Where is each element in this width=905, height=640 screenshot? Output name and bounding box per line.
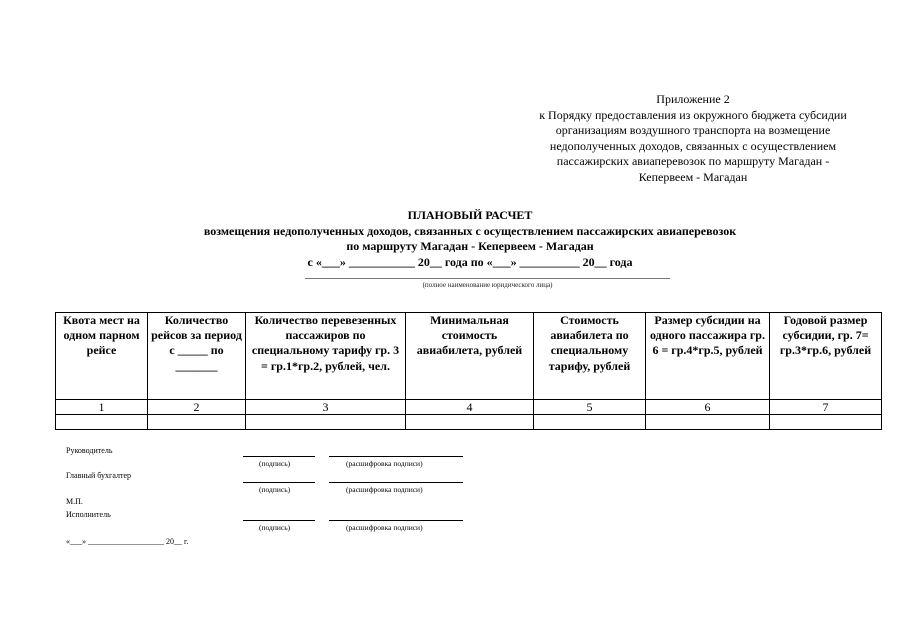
- appendix-line: организациям воздушного транспорта на возмещение: [555, 123, 831, 137]
- accountant-label: Главный бухгалтер: [66, 471, 131, 480]
- header-cell: Стоимость авиабилета по специальному тарифу, рублей: [534, 313, 646, 400]
- header-cell: Минимальная стоимость авиабилета, рублей: [406, 313, 534, 400]
- decoding-caption: (расшифровка подписи): [346, 459, 423, 468]
- signature-caption: (подпись): [259, 459, 291, 468]
- title-route: по маршруту Магадан - Кепервеем - Магадан: [346, 239, 594, 253]
- appendix-line: Приложение 2: [656, 92, 730, 106]
- data-cell[interactable]: [406, 415, 534, 430]
- signature-caption: (подпись): [259, 485, 291, 494]
- data-cell[interactable]: [770, 415, 882, 430]
- head-label: Руководитель: [66, 446, 113, 455]
- header-cell: Количество рейсов за период с _____ по _______: [148, 313, 246, 400]
- table-row: [56, 415, 882, 430]
- decoding-caption: (расшифровка подписи): [346, 485, 423, 494]
- executor-decoding-line[interactable]: [329, 520, 463, 521]
- title-period: с «___» ___________ 20__ года по «___» __________ 20__ года: [307, 254, 633, 269]
- column-number: 2: [148, 400, 246, 415]
- data-cell[interactable]: [148, 415, 246, 430]
- stamp-label: М.П.: [66, 497, 83, 506]
- data-cell[interactable]: [534, 415, 646, 430]
- data-cell[interactable]: [646, 415, 770, 430]
- entity-name-line: [305, 278, 670, 279]
- document-title: [90, 208, 850, 270]
- column-number: 4: [406, 400, 534, 415]
- accountant-decoding-line[interactable]: [329, 482, 463, 483]
- header-cell: Размер субсидии на одного пассажира гр. 6 = гр.4*гр.5, рублей: [646, 313, 770, 400]
- executor-label: Исполнитель: [66, 510, 111, 519]
- data-cell[interactable]: [56, 415, 148, 430]
- head-signature-line[interactable]: [243, 456, 315, 457]
- table-header-row: [56, 313, 882, 400]
- appendix-line: пассажирских авиаперевозок по маршруту Магадан -: [556, 154, 830, 168]
- executor-signature-line[interactable]: [243, 520, 315, 521]
- title-subject: возмещения недополученных доходов, связанных с осуществлением пассажирских авиаперевозок: [203, 223, 737, 238]
- accountant-signature-line[interactable]: [243, 482, 315, 483]
- appendix-line: Кепервеем - Магадан: [638, 169, 748, 184]
- head-decoding-line[interactable]: [329, 456, 463, 457]
- header-cell: Количество перевезенных пассажиров по специальному тарифу гр. 3 = гр.1*гр.2, рублей, чел.: [246, 313, 406, 400]
- appendix-line: недополученных доходов, связанных с осуществлением: [549, 138, 837, 153]
- column-number: 3: [246, 400, 406, 415]
- column-number: 5: [534, 400, 646, 415]
- column-number: 7: [770, 400, 882, 415]
- decoding-caption: (расшифровка подписи): [346, 523, 423, 532]
- title-heading: ПЛАНОВЫЙ РАСЧЕТ: [407, 208, 533, 222]
- header-cell: Годовой размер субсидии, гр. 7= гр.3*гр.6, рублей: [770, 313, 882, 400]
- signature-caption: (подпись): [259, 523, 291, 532]
- header-cell: Квота мест на одном парном рейсе: [56, 313, 148, 400]
- calculation-table: [55, 312, 882, 430]
- entity-name-caption: (полное наименование юридического лица): [422, 281, 553, 289]
- appendix-line: к Порядку предоставления из окружного бюджета субсидии: [539, 107, 847, 122]
- appendix-block: [508, 92, 878, 185]
- date-line[interactable]: «___» ___________________ 20__ г.: [66, 537, 189, 546]
- column-number: 6: [646, 400, 770, 415]
- data-cell[interactable]: [246, 415, 406, 430]
- column-number: 1: [56, 400, 148, 415]
- table-number-row: [56, 400, 882, 415]
